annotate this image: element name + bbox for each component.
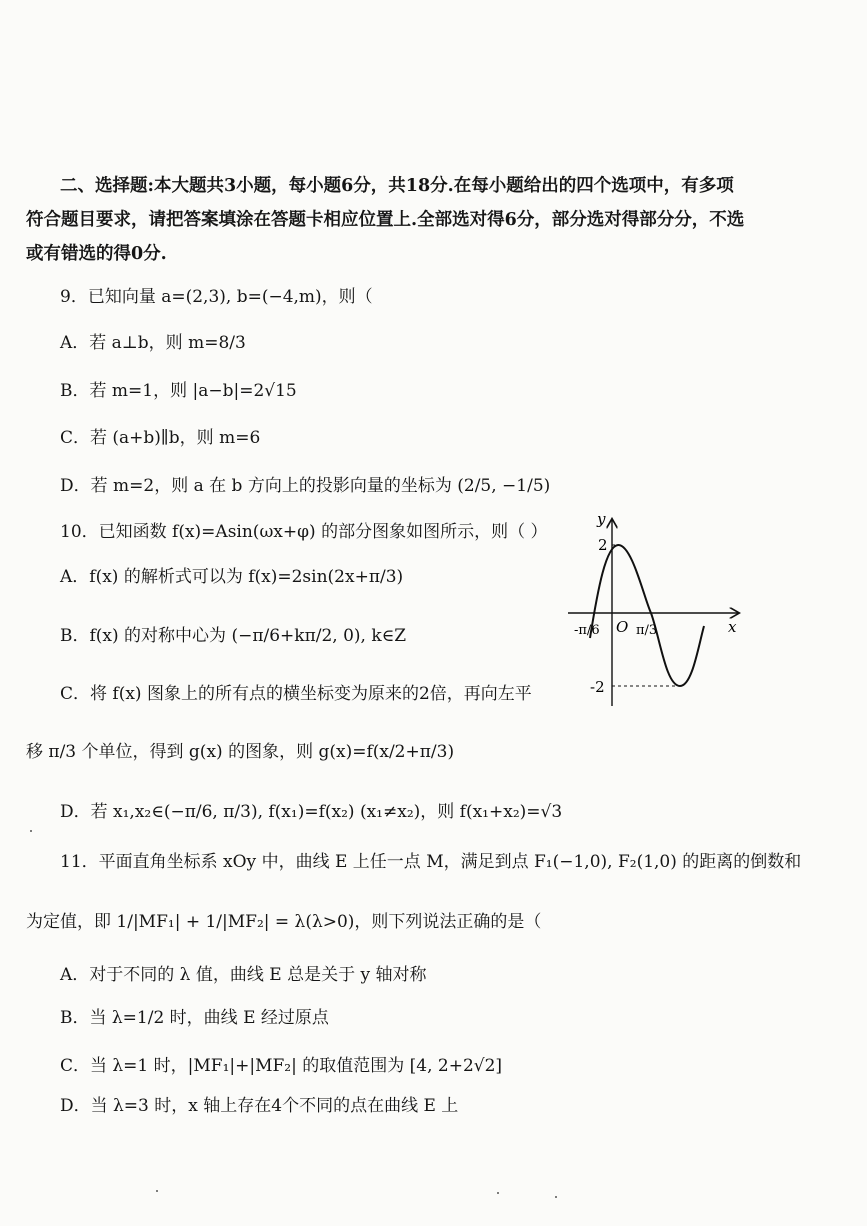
scan-speck — [30, 830, 32, 832]
q11-option-a: A．对于不同的 λ 值，曲线 E 总是关于 y 轴对称 — [60, 965, 427, 985]
y-max-label: 2 — [598, 536, 608, 554]
q11-stem-line-1: 11．平面直角坐标系 xOy 中，曲线 E 上任一点 M，满足到点 F₁(−1,0), F₂(1,0) 的距离的倒数和 — [60, 852, 802, 872]
q10-option-c-continued: 移 π/3 个单位，得到 g(x) 的图象，则 g(x)=f(x/2+π/3) — [26, 742, 455, 762]
x-axis-label: x — [728, 618, 737, 636]
sine-curve — [590, 545, 704, 686]
origin-label: O — [616, 618, 629, 636]
q9-stem: 9．已知向量 a=(2,3), b=(−4,m)，则（ — [60, 287, 373, 307]
q10-option-b: B．f(x) 的对称中心为 (−π/6+kπ/2, 0), k∈Z — [60, 626, 407, 646]
scan-speck — [555, 1196, 557, 1198]
section-heading-line-2: 符合题目要求，请把答案填涂在答题卡相应位置上.全部选对得6分，部分选对得部分分，不选 — [26, 210, 745, 230]
scan-speck — [156, 1190, 158, 1192]
q11-option-b: B．当 λ=1/2 时，曲线 E 经过原点 — [60, 1008, 329, 1028]
q10-option-a: A．f(x) 的解析式可以为 f(x)=2sin(2x+π/3) — [60, 567, 404, 587]
q10-function-graph — [560, 508, 750, 708]
q11-option-c: C．当 λ=1 时，|MF₁|+|MF₂| 的取值范围为 [4, 2+2√2] — [60, 1056, 503, 1076]
q9-option-a: A．若 a⊥b，则 m=8/3 — [60, 333, 246, 353]
q9-option-d: D．若 m=2，则 a 在 b 方向上的投影向量的坐标为 (2/5, −1/5) — [60, 476, 551, 496]
q11-stem-line-2: 为定值，即 1/|MF₁| + 1/|MF₂| = λ(λ>0)，则下列说法正确的是（ — [26, 912, 542, 932]
x-tick-right-label: π/3 — [636, 623, 658, 638]
y-axis-label: y — [597, 510, 606, 528]
q9-option-b: B．若 m=1，则 |a−b|=2√15 — [60, 381, 297, 401]
section-heading-line-1: 二、选择题:本大题共3小题，每小题6分，共18分.在每小题给出的四个选项中，有多项 — [60, 176, 734, 196]
scan-speck — [497, 1192, 499, 1194]
section-heading-line-3: 或有错选的得0分. — [26, 244, 167, 264]
q10-option-c: C．将 f(x) 图象上的所有点的横坐标变为原来的2倍，再向左平 — [60, 684, 532, 704]
x-tick-left-label: -π/6 — [574, 623, 600, 638]
q11-option-d: D．当 λ=3 时，x 轴上存在4个不同的点在曲线 E 上 — [60, 1096, 459, 1116]
q10-stem: 10．已知函数 f(x)=Asin(ωx+φ) 的部分图象如图所示，则（ ） — [60, 522, 548, 542]
q10-option-d: D．若 x₁,x₂∈(−π/6, π/3), f(x₁)=f(x₂) (x₁≠x₂)，则 f(x₁+x₂)=√3 — [60, 802, 563, 822]
q9-option-c: C．若 (a+b)∥b，则 m=6 — [60, 428, 261, 448]
y-min-label: -2 — [590, 678, 605, 696]
